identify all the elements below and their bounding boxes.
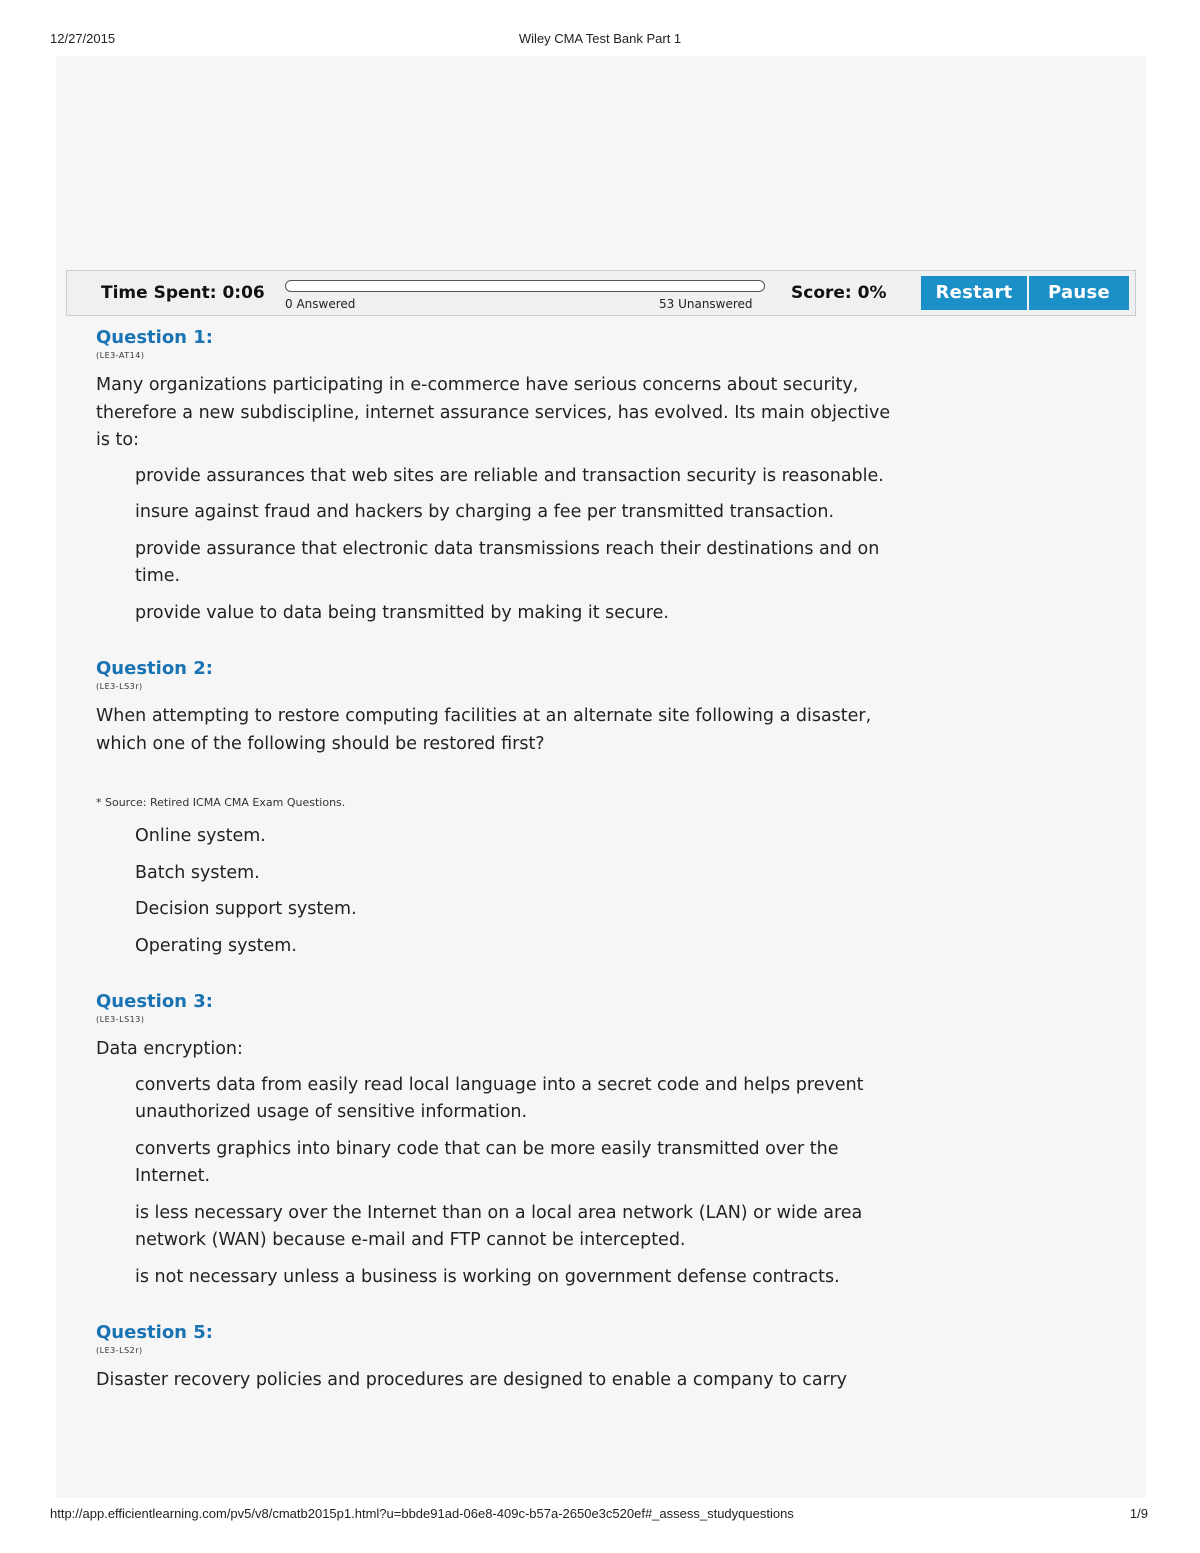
answer-option[interactable]: converts data from easily read local language into a secret code and helps prevent unauthorized usage of sensitive information. xyxy=(135,1074,864,1122)
pause-button[interactable]: Pause xyxy=(1029,276,1129,310)
answer-options xyxy=(96,463,896,628)
answer-option[interactable]: Batch system. xyxy=(135,862,260,883)
answer-options xyxy=(96,1072,896,1292)
question xyxy=(96,1321,896,1395)
question-text: Disaster recovery policies and procedures are designed to enable a company to carry xyxy=(96,1370,848,1390)
question-text: Data encryption: xyxy=(96,1039,243,1059)
print-title: Wiley CMA Test Bank Part 1 xyxy=(518,31,682,46)
answer-option[interactable]: provide assurance that electronic data transmissions reach their destinations and on time. xyxy=(135,538,880,586)
answer-option[interactable]: provide value to data being transmitted by making it secure. xyxy=(135,602,669,623)
question-text: When attempting to restore computing facilities at an alternate site following a disaster, which one of the following should be restored first? xyxy=(96,706,872,754)
question xyxy=(96,326,896,627)
answer-option[interactable]: converts graphics into binary code that can be more easily transmitted over the Internet. xyxy=(135,1138,839,1186)
answer-option[interactable]: Decision support system. xyxy=(135,899,357,919)
answer-option[interactable]: insure against fraud and hackers by charging a fee per transmitted transaction. xyxy=(135,502,835,522)
question-title: Question 5: xyxy=(96,1322,213,1343)
unanswered-count: 53 Unanswered xyxy=(659,297,753,311)
answer-options xyxy=(96,823,896,960)
print-header xyxy=(0,31,1200,49)
progress-bar xyxy=(285,280,765,292)
question-text: Many organizations participating in e-commerce have serious concerns about security, therefore a new subdiscipline, internet assurance services, has evolved. Its main objective is to: xyxy=(96,375,891,450)
answer-option[interactable]: Online system. xyxy=(135,826,266,846)
answer-option[interactable]: is not necessary unless a business is working on government defense contracts. xyxy=(135,1266,840,1287)
page-number: 1/9 xyxy=(1129,1506,1148,1521)
score: Score: 0% xyxy=(791,283,887,303)
answer-option[interactable]: is less necessary over the Internet than on a local area network (LAN) or wide area network (WAN) because e-mail and FTP cannot be intercepted. xyxy=(135,1202,863,1250)
answer-option[interactable]: provide assurances that web sites are reliable and transaction security is reasonable. xyxy=(135,465,884,486)
page-content xyxy=(56,56,1146,1498)
question-code: (LE3-LS2r) xyxy=(96,1346,143,1355)
time-spent: Time Spent: 0:06 xyxy=(101,283,265,303)
question-code: (LE3-AT14) xyxy=(96,351,145,360)
question-title: Question 2: xyxy=(96,658,213,679)
print-url: http://app.efficientlearning.com/pv5/v8/cmatb2015p1.html?u=bbde91ad-06e8-409c-b57a-2650e3c520ef#_assess_studyquestions xyxy=(50,1506,794,1521)
answered-count: 0 Answered xyxy=(285,297,356,311)
question-code: (LE3-LS3r) xyxy=(96,682,143,691)
question-code: (LE3-LS13) xyxy=(96,1015,145,1024)
question-title: Question 1: xyxy=(96,327,213,348)
restart-button[interactable]: Restart xyxy=(921,276,1027,310)
print-date: 12/27/2015 xyxy=(50,31,116,46)
assessment-toolbar xyxy=(66,270,1136,316)
question-source: * Source: Retired ICMA CMA Exam Questions. xyxy=(96,796,346,809)
question xyxy=(96,990,896,1291)
question-list xyxy=(96,326,896,1425)
question-title: Question 3: xyxy=(96,991,213,1012)
question xyxy=(96,657,896,960)
answer-option[interactable]: Operating system. xyxy=(135,935,297,956)
print-footer xyxy=(0,1506,1200,1524)
